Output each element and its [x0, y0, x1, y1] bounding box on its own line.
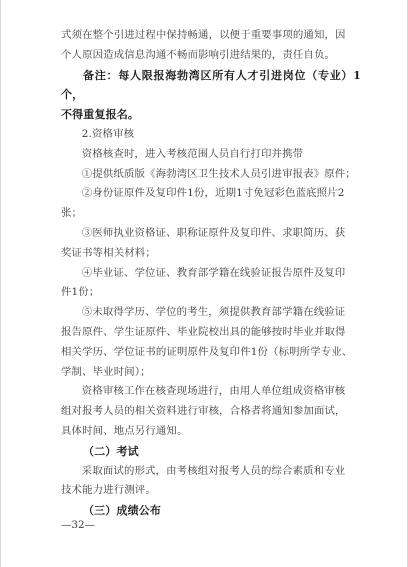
list-item: ⑤未取得学历、学位的考生，须提供教育部学籍在线验证 — [81, 306, 346, 319]
body-line: 组对报考人员的相关资料进行审核，合格者将通知参加面试， — [61, 405, 346, 418]
body-line: 具体时间、地点另行通知。 — [61, 424, 188, 437]
list-item: ①提供纸质版《海勃湾区卫生技术人员引进审报表》原件； — [81, 167, 356, 180]
list-item: ④毕业证、学位证、教育部学籍在线验证报告原件及复印 — [81, 266, 346, 279]
body-line: 个人原因造成信息沟通不畅而影响引进结果的，责任自负。 — [61, 48, 336, 61]
body-line: 式须在整个引进过程中保持畅通，以便于重要事项的通知，因 — [61, 29, 346, 41]
body-line: 资格审核工作在核查现场进行，由用人单位组成资格审核 — [81, 385, 346, 398]
list-item-continuation: 相关学历、学位证书的证明原件及复印件1份（标明所学专业、 — [61, 345, 353, 358]
section-heading: （三）成绩公布 — [83, 504, 162, 518]
list-item-continuation: 件1份； — [61, 286, 100, 299]
body-line: 采取面试的形式，由考核组对报考人员的综合素质和专业 — [81, 464, 346, 477]
page-number: —32— — [61, 519, 96, 531]
body-line: 资格核查时，进入考核范围人员自行打印并携带 — [81, 147, 304, 160]
body-line: 技术能力进行测评。 — [61, 484, 156, 497]
list-item: ②身份证原件及复印件1份，近期1寸免冠彩色蓝底照片2 — [81, 187, 345, 200]
list-item: ③医师执业资格证、职称证原件及复印件、求职简历、获 — [81, 226, 346, 239]
list-item-continuation: 张； — [61, 207, 83, 220]
note-line: 不得重复报名。 — [61, 108, 140, 122]
note-line: 备注：每人限报海勃湾区所有人才引进岗位（专业）1个， — [61, 68, 361, 102]
section-heading: （二）考试 — [83, 444, 139, 458]
list-item-continuation: 学制、毕业时间）； — [61, 365, 151, 378]
list-item-continuation: 报告原件、学生证原件、毕业院校出具的能够按时毕业并取得 — [61, 325, 346, 338]
section-heading: 2.资格审核 — [81, 127, 135, 140]
document-body — [61, 26, 361, 521]
list-item-continuation: 奖证书等相关材料； — [61, 246, 156, 259]
